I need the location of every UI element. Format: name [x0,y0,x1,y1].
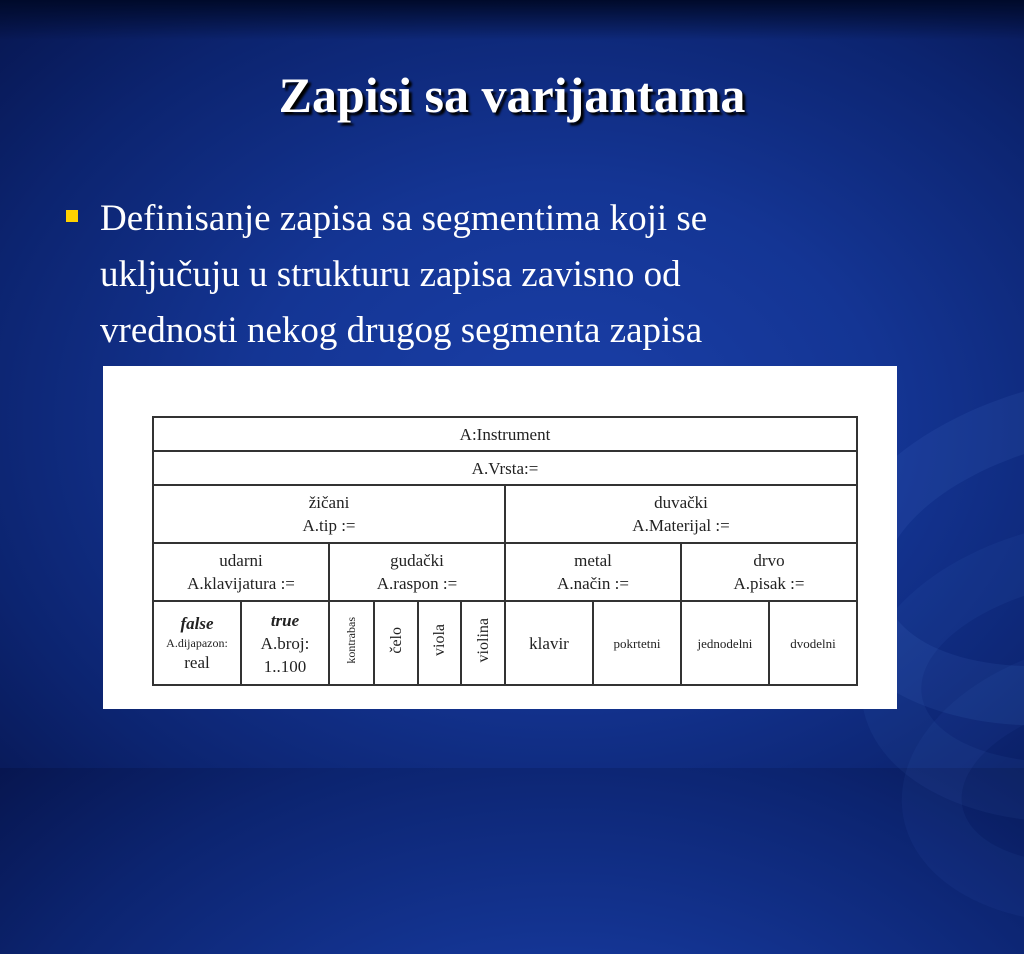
leaf-field: A.broj: [260,633,310,653]
variant-selector: A.tip := [302,516,356,535]
leaf-label: true [270,610,300,630]
variant-zicani [153,485,505,543]
bullet-square-icon [66,210,78,222]
leaf-label: false [180,614,214,633]
leaf-label: violina [474,617,492,663]
leaf-viola [418,601,461,685]
variant-drvo [681,543,857,601]
leaf-klavir: klavir [505,601,593,685]
variant-selector: A.klavijatura := [187,574,295,593]
variant-selector: A.raspon := [376,574,458,593]
root-cell: A:Instrument [153,417,857,451]
variant-selector: A.način := [557,574,629,593]
variant-name: drvo [753,551,785,570]
leaf-kontrabas [329,601,374,685]
variant-name: udarni [219,551,263,570]
bullet-line: vrednosti nekog drugog segmenta zapisa [100,310,703,351]
leaf-range: 1..100 [263,656,307,676]
variant-selector: A.Materijal := [632,516,730,535]
leaf-false [153,601,241,685]
leaf-label: kontrabas [344,616,358,664]
leaf-label: čelo [387,626,405,654]
leaf-dvodelni: dvodelni [769,601,857,685]
leaf-pokrtetni: pokrtetni [593,601,681,685]
slide-title: Zapisi sa varijantama [278,67,746,123]
diagram-panel [103,366,897,709]
variant-name: duvački [654,493,708,512]
leaf-type: real [184,653,210,672]
leaf-jednodelni: jednodelni [681,601,769,685]
variant-udarni [153,543,329,601]
variant-metal [505,543,681,601]
variant-name: metal [574,551,612,570]
bullet-line: uključuju u strukturu zapisa zavisno od [100,254,681,295]
variant-duvacki [505,485,857,543]
variant-gudacki [329,543,505,601]
leaf-celo [374,601,418,685]
variant-selector: A.pisak := [733,574,805,593]
top-band [0,0,1024,40]
leaf-field: A.dijapazon: [166,636,228,650]
bullet-text [100,191,860,359]
vrsta-selector-cell: A.Vrsta:= [153,451,857,485]
variant-record-diagram [152,416,858,686]
leaf-true [241,601,329,685]
leaf-label: viola [431,624,448,656]
leaf-violina [461,601,505,685]
variant-name: žičani [308,493,350,512]
variant-name: gudački [390,551,444,570]
bullet-line: Definisanje zapisa sa segmentima koji se [100,198,708,239]
